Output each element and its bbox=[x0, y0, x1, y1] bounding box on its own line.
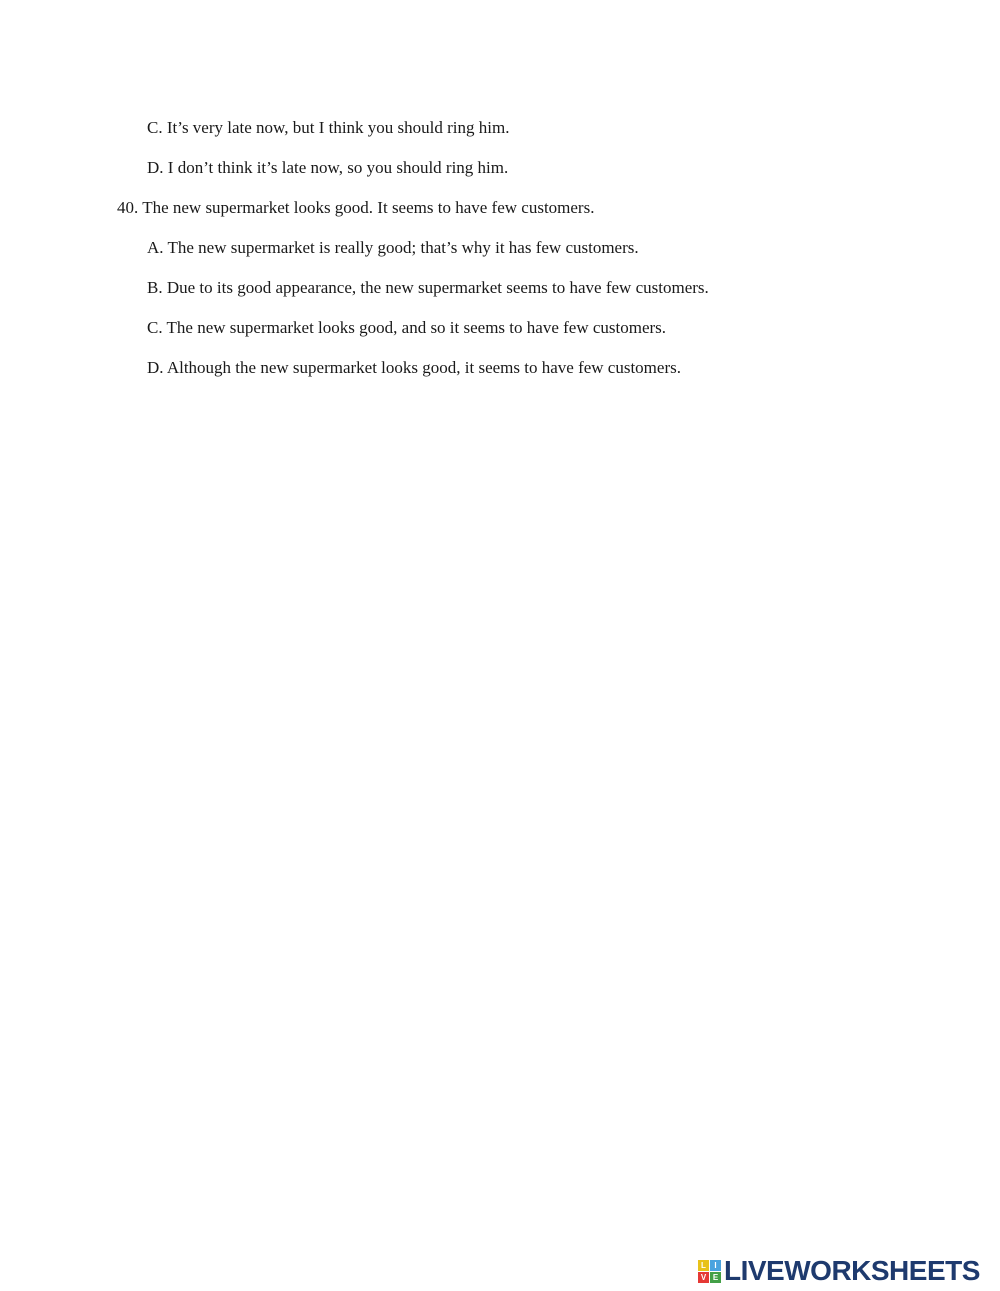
prev-option-d: D. I don’t think it’s late now, so you should ring him. bbox=[147, 158, 509, 177]
question-40-option-c: C. The new supermarket looks good, and so it seems to have few customers. bbox=[147, 318, 667, 337]
question-40-option-b: B. Due to its good appearance, the new supermarket seems to have few customers. bbox=[147, 278, 709, 297]
logo-mark-e: E bbox=[710, 1272, 721, 1283]
logo-mark-l: L bbox=[698, 1260, 709, 1271]
logo-mark-i: I bbox=[710, 1260, 721, 1271]
question-40-stem: 40. The new supermarket looks good. It seems to have few customers. bbox=[117, 198, 595, 217]
logo-text: LIVEWORKSHEETS bbox=[724, 1255, 980, 1286]
logo-mark-v: V bbox=[698, 1272, 709, 1283]
prev-option-c: C. It’s very late now, but I think you should ring him. bbox=[147, 118, 510, 137]
liveworksheets-logo bbox=[698, 1256, 980, 1286]
question-40-option-d: D. Although the new supermarket looks good, it seems to have few customers. bbox=[147, 358, 681, 377]
question-40-option-a: A. The new supermarket is really good; that’s why it has few customers. bbox=[147, 238, 639, 257]
logo-mark-icon bbox=[698, 1260, 721, 1283]
